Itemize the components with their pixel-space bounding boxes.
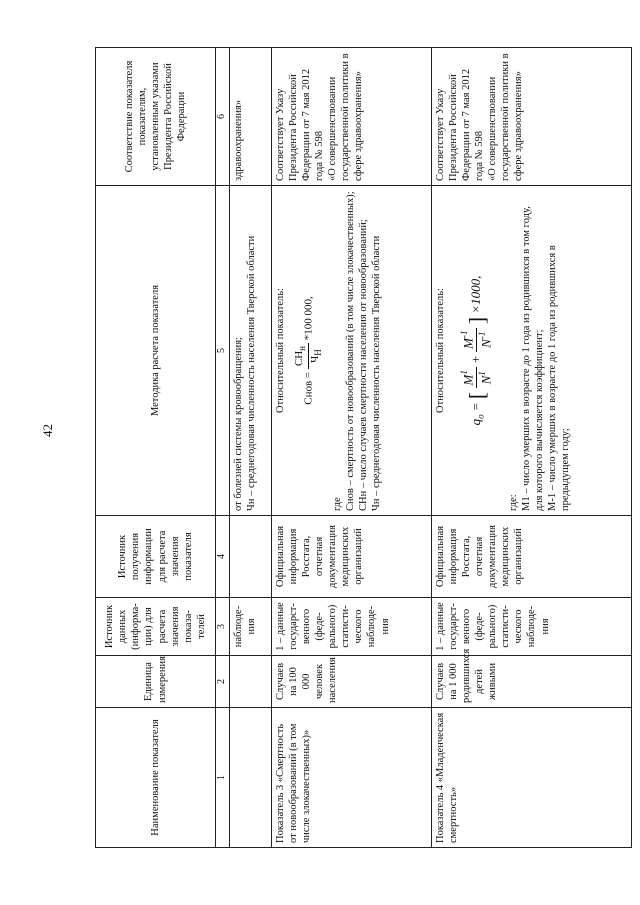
header-info-source: Источник получения информации для расчета значения показателя [96, 516, 216, 598]
cell-info-source: Официальная информация Росстата, отчетная документация медицинских организаций [271, 516, 431, 598]
cell-name: Показатель 4 «Младенческая смертность» [431, 708, 631, 848]
cell-info-source [229, 516, 271, 598]
cell-info-source: Официальная информация Росстата, отчетная документация медицинских организаций [431, 516, 631, 598]
cell-unit: Случаев на 1 000 родившихся детей живыми [431, 656, 631, 708]
cell-name: Показатель 3 «Смертность от новообразований (в том числе злокачественных)» [271, 708, 431, 848]
col-number: 6 [216, 48, 230, 186]
header-unit: Единица измерения [96, 656, 216, 708]
cell-data-source: 1 – данные государст-венного (феде-рального) статисти-ческого наблюде-ния [271, 598, 431, 656]
cell-method [431, 186, 631, 516]
formula-denominator: Ч [309, 355, 322, 363]
col-number: 1 [216, 708, 230, 848]
formula-lhs: q [467, 418, 483, 426]
formula-infant-mortality: $q_о$ = [ $M^1$ $N^1$ + $M^{-1}$ $N^{-1}$ ] ×1000, [458, 275, 494, 426]
column-number-row [216, 48, 230, 848]
table-row-indicator-4 [431, 48, 631, 848]
indicators-table [95, 47, 632, 848]
header-row [96, 48, 216, 848]
page-number: 42 [40, 424, 55, 437]
cell-compliance: Соответствует Указу Президента Российской Федерации от 7 мая 2012 года № 598 «О совершенствовании государственной политики в сфере здравоохранения» [431, 48, 631, 186]
formula-lhs: Снов = [302, 371, 315, 405]
formula-tail: *100 000, [302, 296, 315, 341]
cell-data-source: наблюде-ния [229, 598, 271, 656]
col-number: 5 [216, 186, 230, 516]
cell-unit [229, 656, 271, 708]
formula-numerator: СН [292, 350, 305, 367]
table-row-indicator-3 [271, 48, 431, 848]
formula-multiplier: ×1000, [467, 275, 483, 314]
method-intro: Относительный показатель: [434, 288, 446, 413]
method-definitions: где: М1 – число умерших в возрасте до 1 года из родившихся в том году, для которого вычисляется коэффициент; М-1 – число умерших в возрасте до 1 года из родившихся в предыдущем году; [507, 206, 572, 511]
col-number: 3 [216, 598, 230, 656]
col-number: 4 [216, 516, 230, 598]
col-number: 2 [216, 656, 230, 708]
formula-cancer-mortality [293, 190, 325, 511]
table-row-continuation [229, 48, 271, 848]
header-method: Методика расчета показателя [96, 186, 216, 516]
cell-compliance: здравоохранения» [229, 48, 271, 186]
header-compliance: Соответствие показателя показателям, установленным указами Президента Российской Федерации [96, 48, 216, 186]
formula-fraction: $СН_н$ $Ч_Н$ [293, 343, 325, 369]
cell-compliance: Соответствует Указу Президента Российской Федерации от 7 мая 2012 года № 598 «О совершенствовании государственной политики в сфере здравоохранения» [271, 48, 431, 186]
cell-method: от болезней системы кровообращения; Чн – среднегодовая численность населения Тверской области [229, 186, 271, 516]
rotated-table-sheet [95, 48, 640, 848]
cell-method [271, 186, 431, 516]
method-intro: Относительный показатель: [274, 288, 286, 413]
header-data-source: Источник данных (информа-ции) для расчета значения показа-телей [96, 598, 216, 656]
cell-unit: Случаев на 100 000 человек населения [271, 656, 431, 708]
method-definitions: где Снов – смертность от новообразований (в том числе злокачественных); СНн – число случаев смертности населения от новообразований; Чн – среднегодовая численность населения Тверской области [331, 191, 382, 511]
cell-data-source: 1 – данные государст-венного (феде-рального) статисти-ческого наблюде-ния [431, 598, 631, 656]
cell-name [229, 708, 271, 848]
header-name: Наименование показателя [96, 708, 216, 848]
